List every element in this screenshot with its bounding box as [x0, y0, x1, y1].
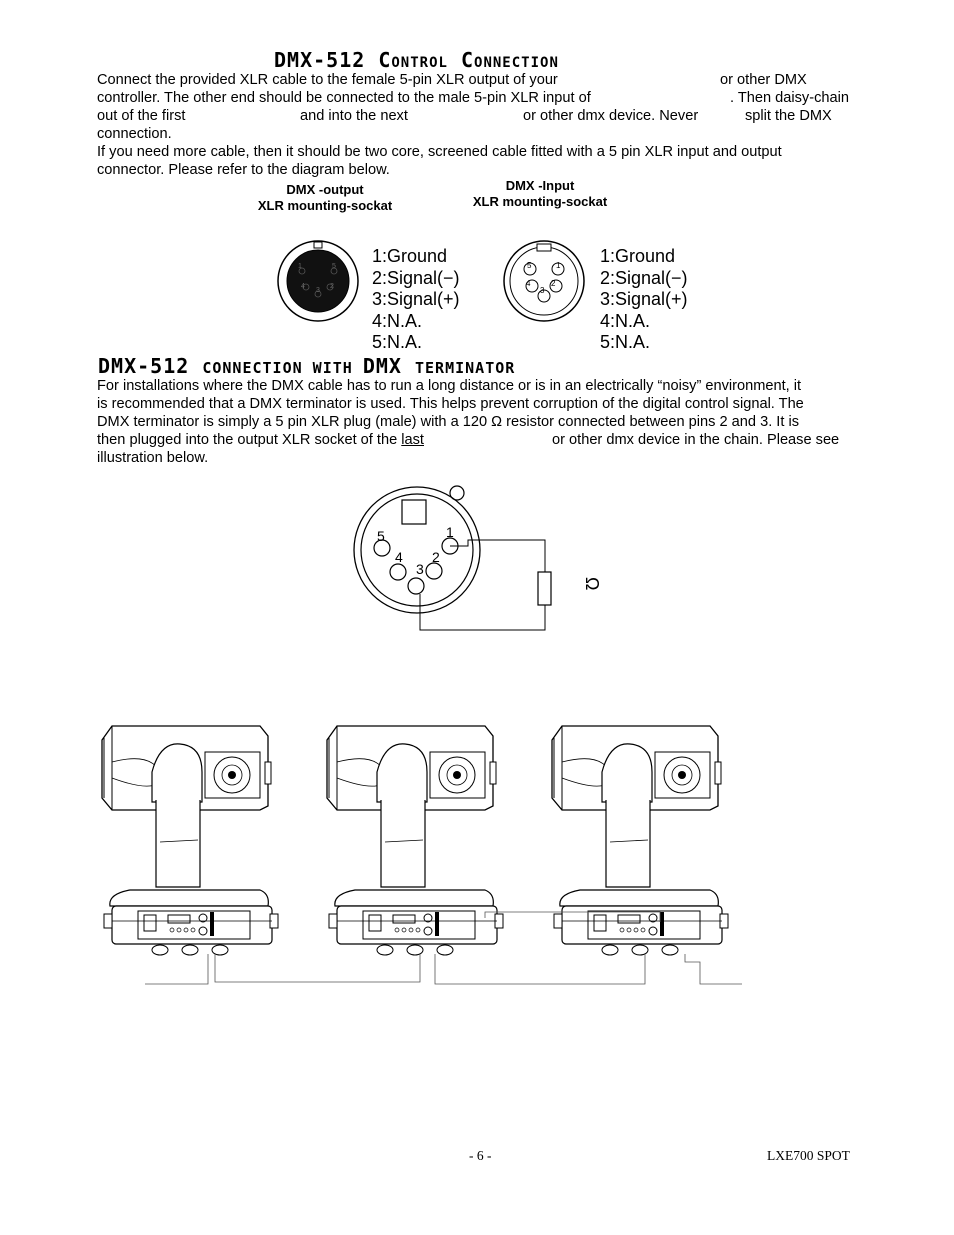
s1-line1a: Connect the provided XLR cable to the female 5-pin XLR output of your: [97, 72, 558, 88]
output-pin-row-4: 4:N.A.: [372, 310, 423, 331]
s2-line4a: [97, 431, 424, 449]
output-pin-row-2: 2:Signal(−): [372, 267, 460, 288]
output-label-line2: XLR mounting-sockat: [257, 198, 393, 213]
term-pin-1: 1: [446, 524, 454, 540]
s1-line1b: or other DMX: [720, 72, 807, 88]
input-pin-row-4: 4:N.A.: [600, 310, 651, 331]
model-name: LXE700 SPOT: [767, 1148, 850, 1163]
dmx-terminator-diagram: [345, 478, 615, 638]
s1-line3d: split the DMX: [745, 108, 832, 124]
input-socket-label: [455, 178, 625, 210]
term-pin-5: 5: [377, 528, 385, 544]
heading-rest: Control Connection: [378, 48, 559, 72]
output-pin-list: [372, 246, 460, 354]
s1-line2b: . Then daisy-chain: [730, 90, 849, 106]
input-pin-row-2: 2:Signal(−): [600, 267, 688, 288]
xlr-input-socket-diagram: [496, 236, 596, 326]
output-pin-row-3: 3:Signal(+): [372, 289, 460, 309]
input-pin-row-1: 1:Ground: [600, 246, 676, 266]
heading2-big: DMX-512: [98, 354, 203, 378]
xlr-output-socket-diagram: [270, 236, 370, 326]
s1-line3c: or other dmx device. Never: [523, 108, 699, 124]
s1-line3b: and into the next: [300, 108, 408, 124]
output-pin-4: 4: [301, 283, 305, 290]
heading2-small: CONNECTION WITH: [202, 359, 363, 377]
term-pin-4: 4: [395, 549, 403, 565]
s2-line4-last: last: [401, 432, 424, 448]
fixture-1: [102, 726, 278, 955]
output-pin-1: 1: [298, 263, 302, 270]
page-number: - 6 -: [469, 1148, 492, 1163]
fixture-3: [552, 726, 728, 955]
output-label-line1: DMX -output: [286, 182, 364, 197]
s2-line4-text: then plugged into the output XLR socket of the: [97, 432, 402, 448]
fixture-2: [327, 726, 503, 955]
section-heading-terminator: [98, 354, 515, 378]
input-pin-list: [600, 246, 688, 354]
input-pin-4: 4: [526, 279, 531, 288]
s1-line6: connector. Please refer to the diagram below.: [97, 162, 390, 178]
output-pin-row-1: 1:Ground: [372, 246, 448, 266]
output-pin-2: 2: [330, 283, 334, 290]
input-pin-row-5: 5:N.A.: [600, 332, 651, 352]
s2-line3: DMX terminator is simply a 5 pin XLR plug (male) with a 120 Ω resistor connected between pins 2 and 3. It is: [97, 414, 800, 430]
input-pin-1: 1: [556, 261, 561, 270]
s2-line2: is recommended that a DMX terminator is used. This helps prevent corruption of the digital control signal. The: [97, 396, 804, 412]
s1-line3a: out of the first: [97, 108, 186, 124]
term-pin-2: 2: [432, 549, 440, 565]
output-socket-label: [240, 182, 410, 214]
term-pin-3: 3: [416, 561, 424, 577]
input-pin-row-3: 3:Signal(+): [600, 289, 688, 309]
output-pin-3: 3: [316, 287, 320, 294]
term-omega: Ω: [582, 577, 602, 591]
s1-line2a: controller. The other end should be connected to the male 5-pin XLR input of: [97, 90, 591, 106]
s1-line4: connection.: [97, 126, 172, 142]
section-heading-control-connection: [274, 48, 559, 72]
heading2-big2: DMX: [362, 354, 415, 378]
s2-line1: For installations where the DMX cable has to run a long distance or is in an electrically “noisy” environment, it: [97, 378, 802, 394]
input-label-line1: DMX -Input: [505, 178, 575, 193]
input-pin-2: 2: [551, 279, 556, 288]
s2-line4b: or other dmx device in the chain. Please see: [552, 432, 840, 448]
input-pin-3: 3: [540, 286, 545, 295]
s1-line5: If you need more cable, then it should be two core, screened cable fitted with a 5 pin XLR input and output: [97, 144, 782, 160]
output-pin-row-5: 5:N.A.: [372, 332, 423, 352]
s2-line5: illustration below.: [97, 450, 209, 466]
input-label-line2: XLR mounting-sockat: [472, 194, 608, 209]
output-pin-5: 5: [332, 263, 336, 270]
daisy-chain-fixtures-illustration: [90, 722, 760, 997]
input-pin-5: 5: [527, 261, 532, 270]
heading2-small2: TERMINATOR: [415, 359, 516, 377]
heading-main: DMX-512: [274, 48, 379, 72]
